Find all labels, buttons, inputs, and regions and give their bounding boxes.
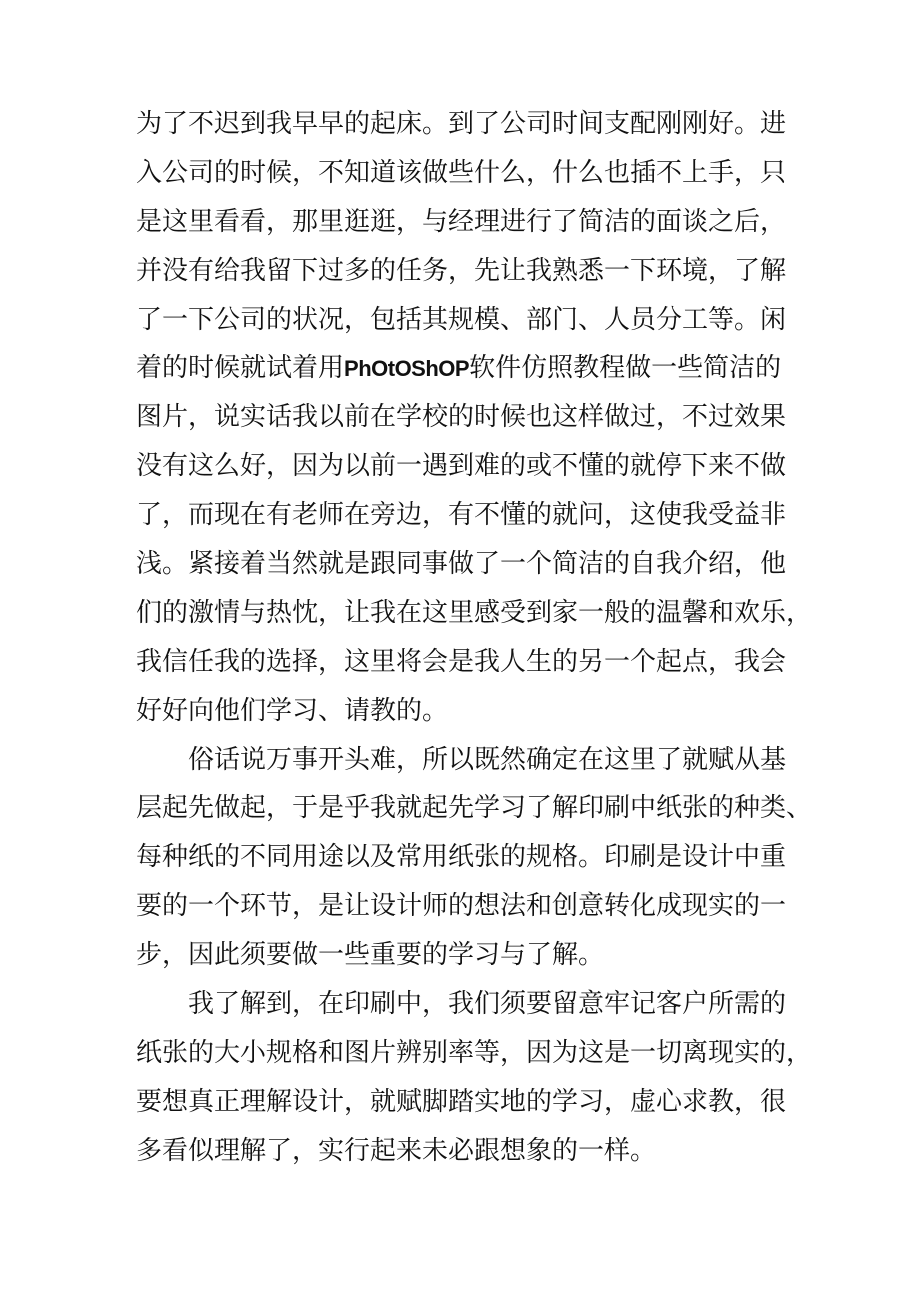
text-line: 要想真正理解设计，就赋脚踏实地的学习，虚心求教，很 — [136, 1086, 787, 1117]
text-line: 层起先做起，于是乎我就起先学习了解印刷中纸张的种类、 — [136, 793, 813, 824]
text-line: 多看似理解了，实行起来未必跟想象的一样。 — [136, 1135, 657, 1166]
text-line: 纸张的大小规格和图片辨别率等，因为这是一切离现实的， — [136, 1037, 813, 1068]
text-line — [136, 344, 816, 393]
text-line: 我了解到，在印刷中，我们须要留意牢记客户所需的 — [188, 989, 787, 1020]
text-line: 好好向他们学习、请教的。 — [136, 695, 449, 726]
text-line: 入公司的时候，不知道该做些什么，什么也插不上手，只 — [136, 157, 787, 188]
text-line: 俗话说万事开头难，所以既然确定在这里了就赋从基 — [188, 744, 787, 775]
text-line: 我信任我的选择，这里将会是我人生的另一个起点，我会 — [136, 646, 787, 677]
text-segment: 着的时候就试着用 — [136, 353, 345, 384]
text-line: 了，而现在有老师在旁边，有不懂的就问，这使我受益非 — [136, 500, 787, 531]
text-line: 要的一个环节，是让设计师的想法和创意转化成现实的一 — [136, 891, 787, 922]
text-line: 们的激情与热忱，让我在这里感受到家一般的温馨和欢乐， — [136, 597, 813, 628]
text-line: 为了不迟到我早早的起床。到了公司时间支配刚刚好。进 — [136, 109, 787, 139]
software-name: PhOtOShOP — [344, 356, 470, 382]
text-line: 图片，说实话我以前在学校的时候也这样做过，不过效果 — [136, 402, 787, 433]
text-line: 步，因此须要做一些重要的学习与了解。 — [136, 940, 605, 971]
text-segment: 软件仿照教程做一些简洁的 — [469, 353, 782, 384]
text-line: 并没有给我留下过多的任务，先让我熟悉一下环境，了解 — [136, 255, 787, 286]
text-line: 每种纸的不同用途以及常用纸张的规格。印刷是设计中重 — [136, 842, 787, 873]
text-line: 没有这么好，因为以前一遇到难的或不懂的就停下来不做 — [136, 451, 787, 482]
text-line: 是这里看看，那里逛逛，与经理进行了简洁的面谈之后， — [136, 206, 787, 237]
text-line: 了一下公司的状况，包括其规模、部门、人员分工等。闲 — [136, 304, 787, 335]
document-body — [136, 100, 816, 1176]
text-line: 浅。紧接着当然就是跟同事做了一个简洁的自我介绍，他 — [136, 549, 787, 580]
